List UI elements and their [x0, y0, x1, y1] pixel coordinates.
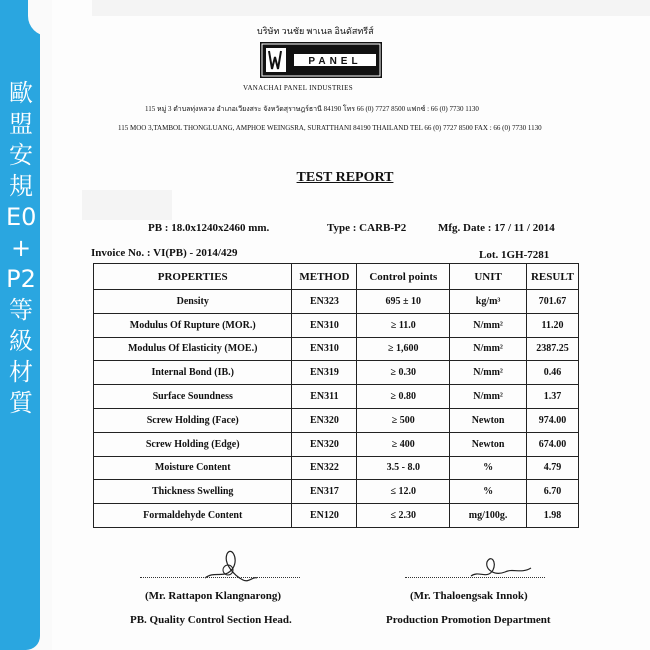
cell-result: 1.98 — [526, 504, 578, 528]
cell-control: 695 ± 10 — [357, 290, 450, 314]
cell-result: 1.37 — [526, 385, 578, 409]
cell-result: 6.70 — [526, 480, 578, 504]
table-row — [94, 361, 579, 385]
cell-unit: % — [450, 456, 527, 480]
sidebar-char: 級 — [9, 327, 33, 355]
cell-result: 11.20 — [526, 313, 578, 337]
pb-size: PB : 18.0x1240x2460 mm. — [148, 222, 270, 234]
company-logo — [260, 42, 382, 78]
cell-method: EN317 — [292, 480, 357, 504]
cell-method: EN311 — [292, 385, 357, 409]
cell-property: Formaldehyde Content — [94, 504, 292, 528]
table-row — [94, 385, 579, 409]
header-result: RESULT — [526, 264, 578, 290]
cell-method: EN320 — [292, 408, 357, 432]
cell-unit: N/mm² — [450, 337, 527, 361]
sidebar-char: 質 — [9, 389, 33, 417]
cell-property: Modulus Of Elasticity (MOE.) — [94, 337, 292, 361]
cell-property: Moisture Content — [94, 456, 292, 480]
table-row — [94, 290, 579, 314]
cell-control: ≥ 1,600 — [357, 337, 450, 361]
cell-result: 674.00 — [526, 432, 578, 456]
cell-result: 974.00 — [526, 408, 578, 432]
table-row — [94, 408, 579, 432]
cell-method: EN319 — [292, 361, 357, 385]
left-signer-title: PB. Quality Control Section Head. — [130, 614, 292, 626]
sidebar-char: 盟 — [9, 110, 33, 138]
cell-property: Screw Holding (Face) — [94, 408, 292, 432]
cell-method: EN310 — [292, 337, 357, 361]
cell-property: Surface Soundness — [94, 385, 292, 409]
sidebar-char: 歐 — [9, 79, 33, 107]
test-results-table — [93, 263, 579, 528]
cell-unit: N/mm² — [450, 313, 527, 337]
header-properties: PROPERTIES — [94, 264, 292, 290]
sidebar-char: 材 — [9, 358, 33, 386]
sidebar-banner — [0, 0, 40, 650]
cell-method: EN120 — [292, 504, 357, 528]
cell-control: ≥ 11.0 — [357, 313, 450, 337]
sidebar-char: 規 — [9, 172, 33, 200]
sidebar-char: 安 — [9, 141, 33, 169]
cell-result: 701.67 — [526, 290, 578, 314]
signature-line-right — [405, 577, 545, 578]
table-row — [94, 456, 579, 480]
header-control-points: Control points — [357, 264, 450, 290]
cell-result: 0.46 — [526, 361, 578, 385]
table-row — [94, 337, 579, 361]
signature-right — [465, 550, 540, 584]
table-row — [94, 480, 579, 504]
logo-text: PANEL — [308, 56, 362, 67]
table-row — [94, 313, 579, 337]
header-unit: UNIT — [450, 264, 527, 290]
cell-property: Screw Holding (Edge) — [94, 432, 292, 456]
cell-method: EN323 — [292, 290, 357, 314]
report-title-text: TEST REPORT — [296, 170, 394, 185]
sidebar-text — [6, 78, 36, 419]
cell-control: ≥ 500 — [357, 408, 450, 432]
table-row — [94, 504, 579, 528]
header-method: METHOD — [292, 264, 357, 290]
signature-line-left — [140, 577, 300, 578]
lot-number: Lot. 1GH-7281 — [479, 249, 550, 261]
company-thai-name: บริษัท วนชัย พาเนล อินดัสทรีส์ — [257, 26, 374, 36]
right-signer-name: (Mr. Thaloengsak Innok) — [410, 590, 528, 602]
left-signer-name: (Mr. Rattapon Klangnarong) — [145, 590, 281, 602]
cell-method: EN310 — [292, 313, 357, 337]
sidebar-char: + — [10, 234, 32, 262]
cell-property: Density — [94, 290, 292, 314]
cell-unit: kg/m³ — [450, 290, 527, 314]
cell-unit: N/mm² — [450, 385, 527, 409]
company-address-thai: 115 หมู่ 3 ตำบลทุ่งหลวง อำเภอเวียงสระ จังหวัดสุราษฎร์ธานี 84190 โทร 66 (0) 7727 8500 แฟกซ์ : 66 (0) 7730 1130 — [145, 105, 479, 113]
table-header-row — [94, 264, 579, 290]
cell-control: ≤ 12.0 — [357, 480, 450, 504]
cell-result: 4.79 — [526, 456, 578, 480]
signature-left — [195, 540, 265, 588]
sidebar-char: E0 — [6, 203, 37, 231]
cell-unit: Newton — [450, 408, 527, 432]
table-row — [94, 432, 579, 456]
cell-control: ≥ 0.30 — [357, 361, 450, 385]
cell-property: Thickness Swelling — [94, 480, 292, 504]
cell-unit: Newton — [450, 432, 527, 456]
report-title — [0, 170, 650, 186]
cell-method: EN320 — [292, 432, 357, 456]
cell-property: Modulus Of Rupture (MOR.) — [94, 313, 292, 337]
cell-unit: N/mm² — [450, 361, 527, 385]
right-signer-title: Production Promotion Department — [386, 614, 551, 626]
company-address-english: 115 MOO 3,TAMBOL THONGLUANG, AMPHOE WEINGSRA, SURATTHANI 84190 THAILAND TEL 66 (0) 7727 8500 FAX : 66 (0) 7730 1130 — [118, 124, 542, 132]
cell-control: 3.5 - 8.0 — [357, 456, 450, 480]
invoice-number: Invoice No. : VI(PB) - 2014/429 — [91, 247, 238, 259]
cell-control: ≥ 400 — [357, 432, 450, 456]
cell-property: Internal Bond (IB.) — [94, 361, 292, 385]
cell-unit: % — [450, 480, 527, 504]
mfg-date: Mfg. Date : 17 / 11 / 2014 — [438, 222, 555, 234]
cell-result: 2387.25 — [526, 337, 578, 361]
company-english-name: VANACHAI PANEL INDUSTRIES — [243, 84, 353, 92]
cell-method: EN322 — [292, 456, 357, 480]
sidebar-char: P2 — [6, 265, 36, 293]
cell-control: ≥ 0.80 — [357, 385, 450, 409]
cell-control: ≤ 2.30 — [357, 504, 450, 528]
sidebar-char: 等 — [9, 296, 33, 324]
cell-unit: mg/100g. — [450, 504, 527, 528]
product-type: Type : CARB-P2 — [327, 222, 407, 234]
